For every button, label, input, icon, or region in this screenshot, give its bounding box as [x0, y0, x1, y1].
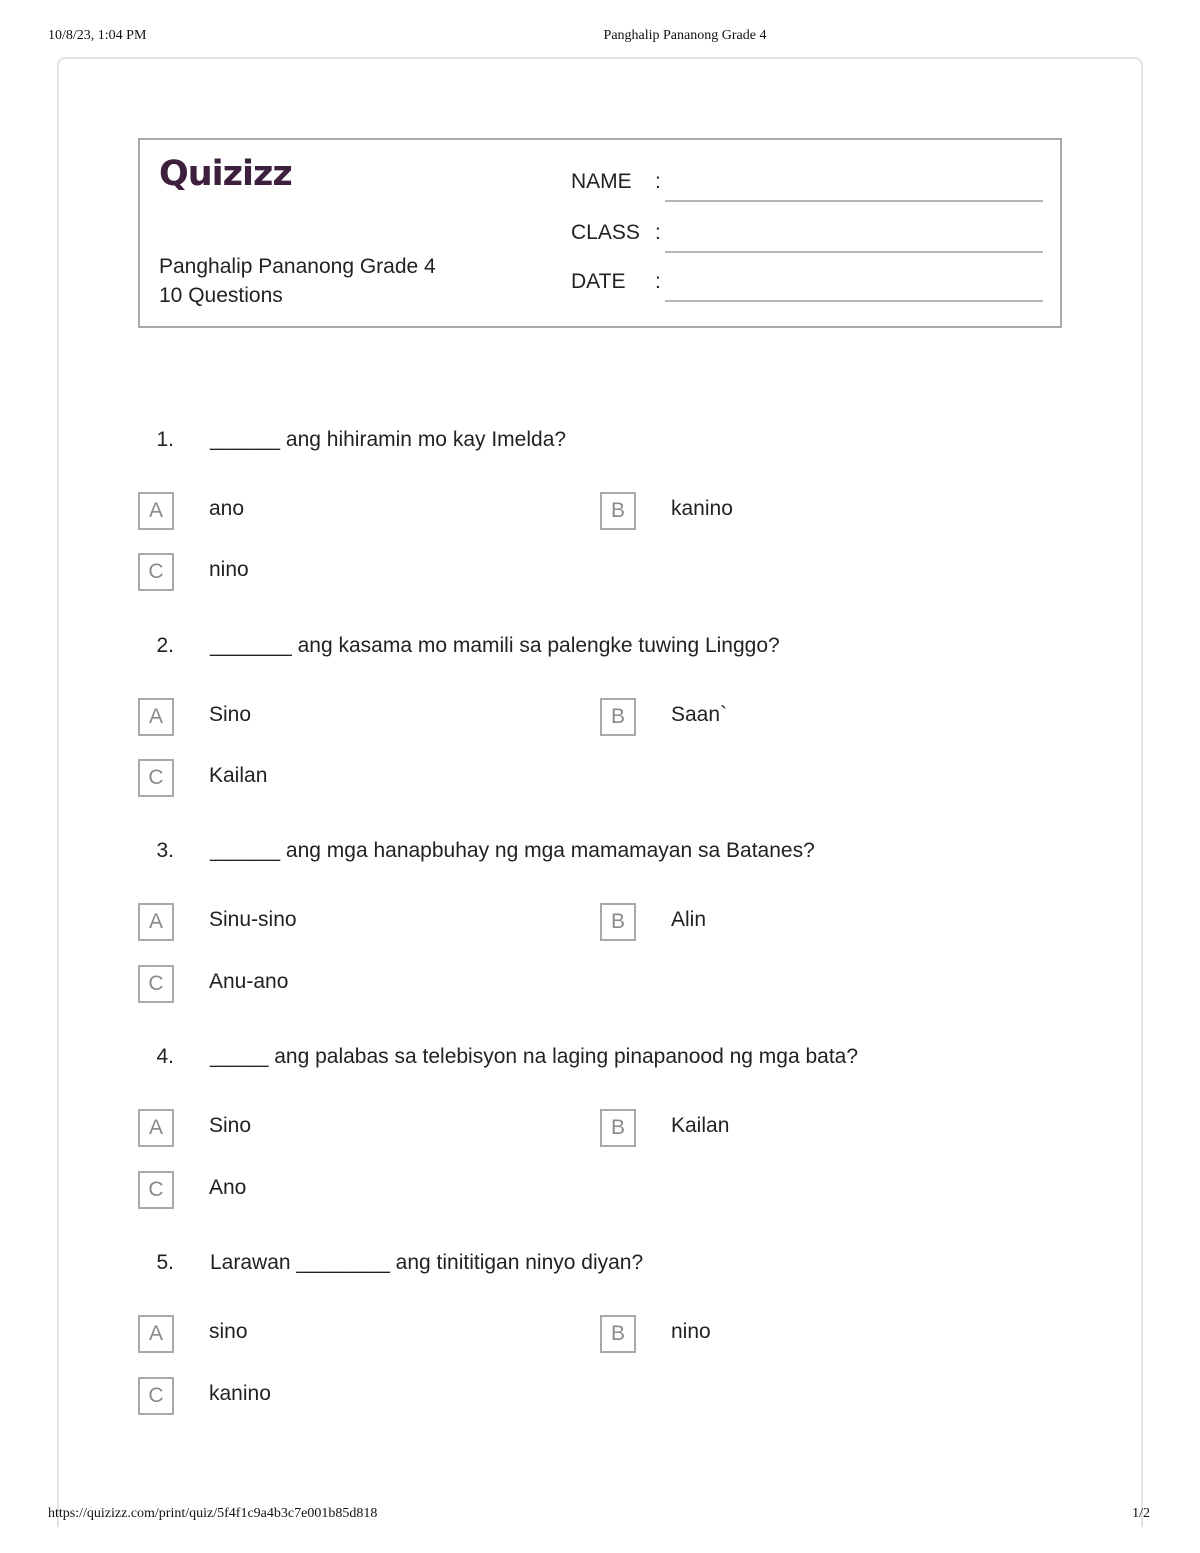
- name-label: NAME: [571, 170, 632, 193]
- worksheet-header: [138, 138, 1062, 328]
- option-letter-box: C: [138, 553, 174, 591]
- name-field: [571, 170, 1044, 210]
- question-1: [0, 428, 1200, 618]
- question-5: [0, 1251, 1200, 1441]
- print-footer: [0, 1506, 1200, 1526]
- date-label: DATE: [571, 270, 626, 293]
- option-letter-box: B: [600, 903, 636, 941]
- option-text: Sino: [209, 1114, 252, 1137]
- question-text: _____ ang palabas sa telebisyon na laging pinapanood ng mga bata?: [210, 1045, 859, 1068]
- option-letter-box: B: [600, 698, 636, 736]
- option-text: nino: [671, 1320, 711, 1343]
- option-text: Kailan: [209, 764, 268, 787]
- option-letter-box: B: [600, 1315, 636, 1353]
- date-line: [665, 300, 1043, 302]
- print-url: https://quizizz.com/print/quiz/5f4f1c9a4b3c7e001b85d818: [48, 1506, 378, 1521]
- question-number: 2.: [156, 634, 174, 657]
- class-field: [571, 221, 1044, 261]
- page-number: 1/2: [1132, 1506, 1150, 1521]
- option-text: Saan`: [671, 703, 728, 726]
- question-number: 1.: [156, 428, 174, 451]
- question-number: 3.: [156, 839, 174, 862]
- question-4: [0, 1045, 1200, 1235]
- question-text: ______ ang hihiramin mo kay Imelda?: [210, 428, 567, 451]
- name-colon: :: [655, 170, 661, 193]
- question-text: Larawan ________ ang tinititigan ninyo diyan?: [210, 1251, 644, 1274]
- option-letter-box: C: [138, 965, 174, 1003]
- option-text: Kailan: [671, 1114, 730, 1137]
- option-text: Sino: [209, 703, 252, 726]
- class-line: [665, 251, 1043, 253]
- date-colon: :: [655, 270, 661, 293]
- question-count: 10 Questions: [159, 284, 283, 307]
- question-text: ______ ang mga hanapbuhay ng mga mamamayan sa Batanes?: [210, 839, 815, 862]
- option-text: nino: [209, 558, 249, 581]
- option-letter-box: C: [138, 1377, 174, 1415]
- option-text: Sinu-sino: [209, 908, 297, 931]
- option-text: kanino: [671, 497, 733, 520]
- question-2: [0, 634, 1200, 824]
- option-letter-box: A: [138, 1109, 174, 1147]
- class-label: CLASS: [571, 221, 640, 244]
- name-line: [665, 200, 1043, 202]
- question-number: 5.: [156, 1251, 174, 1274]
- option-letter-box: A: [138, 1315, 174, 1353]
- quiz-title: Panghalip Pananong Grade 4: [159, 255, 436, 278]
- option-letter-box: C: [138, 759, 174, 797]
- option-letter-box: A: [138, 903, 174, 941]
- option-letter-box: A: [138, 698, 174, 736]
- option-letter-box: B: [600, 1109, 636, 1147]
- print-datetime: 10/8/23, 1:04 PM: [48, 28, 147, 43]
- print-header: [0, 28, 1200, 48]
- option-letter-box: C: [138, 1171, 174, 1209]
- question-number: 4.: [156, 1045, 174, 1068]
- option-text: Anu-ano: [209, 970, 289, 993]
- class-colon: :: [655, 221, 661, 244]
- option-text: sino: [209, 1320, 248, 1343]
- print-title: Panghalip Pananong Grade 4: [603, 28, 767, 43]
- date-field: [571, 270, 1044, 310]
- option-text: kanino: [209, 1382, 271, 1405]
- option-text: Ano: [209, 1176, 247, 1199]
- option-letter-box: B: [600, 492, 636, 530]
- quizizz-logo: Quizizz: [159, 154, 292, 194]
- question-3: [0, 839, 1200, 1029]
- question-text: _______ ang kasama mo mamili sa palengke tuwing Linggo?: [210, 634, 780, 657]
- option-text: ano: [209, 497, 245, 520]
- option-text: Alin: [671, 908, 707, 931]
- option-letter-box: A: [138, 492, 174, 530]
